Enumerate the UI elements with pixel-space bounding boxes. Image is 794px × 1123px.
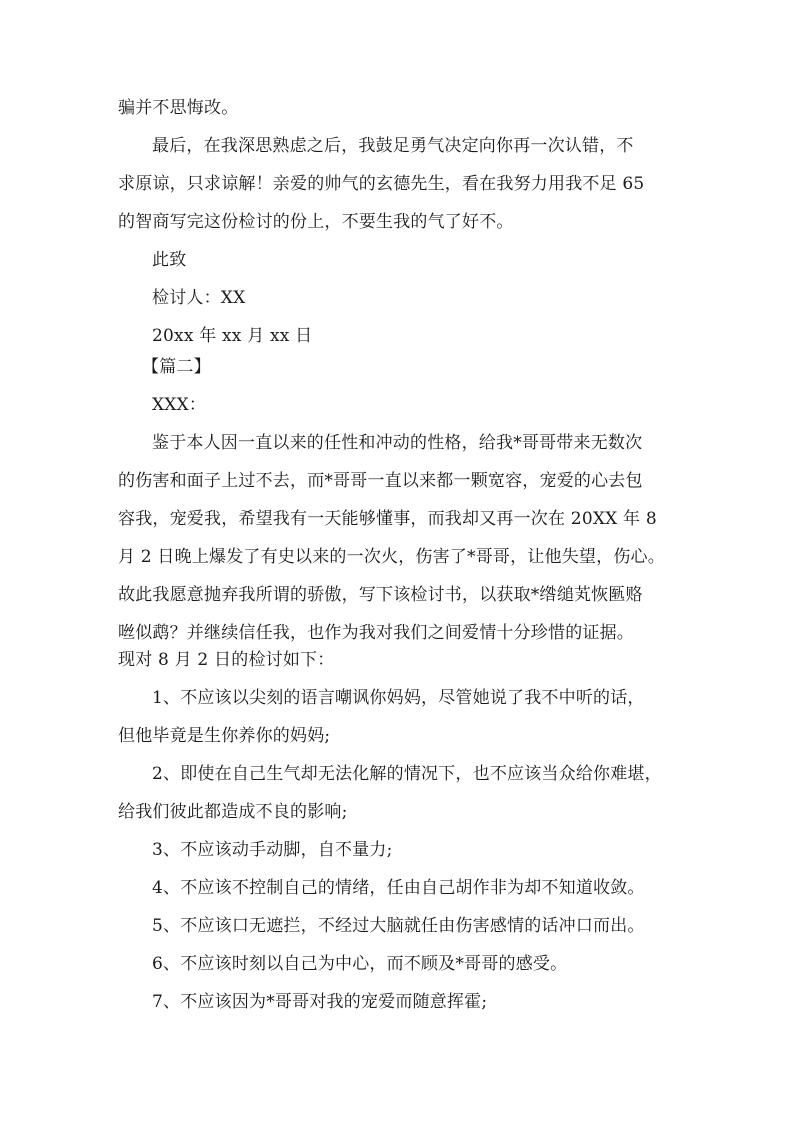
list-item: 4、不应该不控制自己的情绪，任由自己胡作非为却不知道收敛。 (152, 878, 645, 898)
date-line: 20xx 年 xx 月 xx 日 (152, 326, 313, 346)
text-line: 的伤害和面子上过不去，而*哥哥一直以来都一颗宽容，宠爱的心去包 (118, 471, 643, 491)
list-item: 2、即使在自己生气却无法化解的情况下，也不应该当众给你难堪， (152, 764, 662, 784)
text-line: 现对 8 月 2 日的检讨如下： (118, 650, 335, 670)
list-item-continuation: 但他毕竟是生你养你的妈妈; (118, 726, 331, 746)
text-line: 鉴于本人因一直以来的任性和冲动的性格，给我*哥哥带来无数次 (152, 433, 643, 453)
text-line: 故此我愿意抛弃我所谓的骄傲，写下该检讨书，以获取*绺缒芄恢匦赂 (118, 585, 643, 605)
closing-salutation: 此致 (152, 250, 187, 270)
text-line: 月 2 日晚上爆发了有史以来的一次火，伤害了*哥哥，让他失望，伤心。 (118, 547, 665, 567)
list-item: 3、不应该动手动脚，自不量力; (152, 840, 393, 860)
text-line: 求原谅，只求谅解！亲爱的帅气的玄德先生，看在我努力用我不足 65 (118, 174, 645, 194)
list-item: 1、不应该以尖刻的语言嘲讽你妈妈，尽管她说了我不中听的话， (152, 688, 645, 708)
section-heading: 【篇二】 (142, 357, 211, 377)
list-item: 7、不应该因为*哥哥对我的宠爱而随意挥霍; (152, 992, 488, 1012)
list-item: 5、不应该口无遮拦，不经过大脑就任由伤害感情的话冲口而出。 (152, 916, 645, 936)
signature-line: 检讨人：XX (152, 288, 246, 308)
text-line: 咝似鹉？并继续信任我，也作为我对我们之间爱情十分珍惜的证据。 (118, 623, 634, 643)
text-line: 容我，宠爱我，希望我有一天能够懂事，而我却又再一次在 20XX 年 8 (118, 509, 657, 529)
text-line: 骗并不思悔改。 (118, 98, 239, 118)
list-item-continuation: 给我们彼此都造成不良的影响; (118, 802, 348, 822)
text-line: 的智商写完这份检讨的份上，不要生我的气了好不。 (118, 212, 514, 232)
text-line: 最后，在我深思熟虑之后，我鼓足勇气决定向你再一次认错，不 (152, 136, 634, 156)
list-item: 6、不应该时刻以自己为中心，而不顾及*哥哥的感受。 (152, 954, 568, 974)
addressee-line: XXX： (152, 395, 207, 415)
